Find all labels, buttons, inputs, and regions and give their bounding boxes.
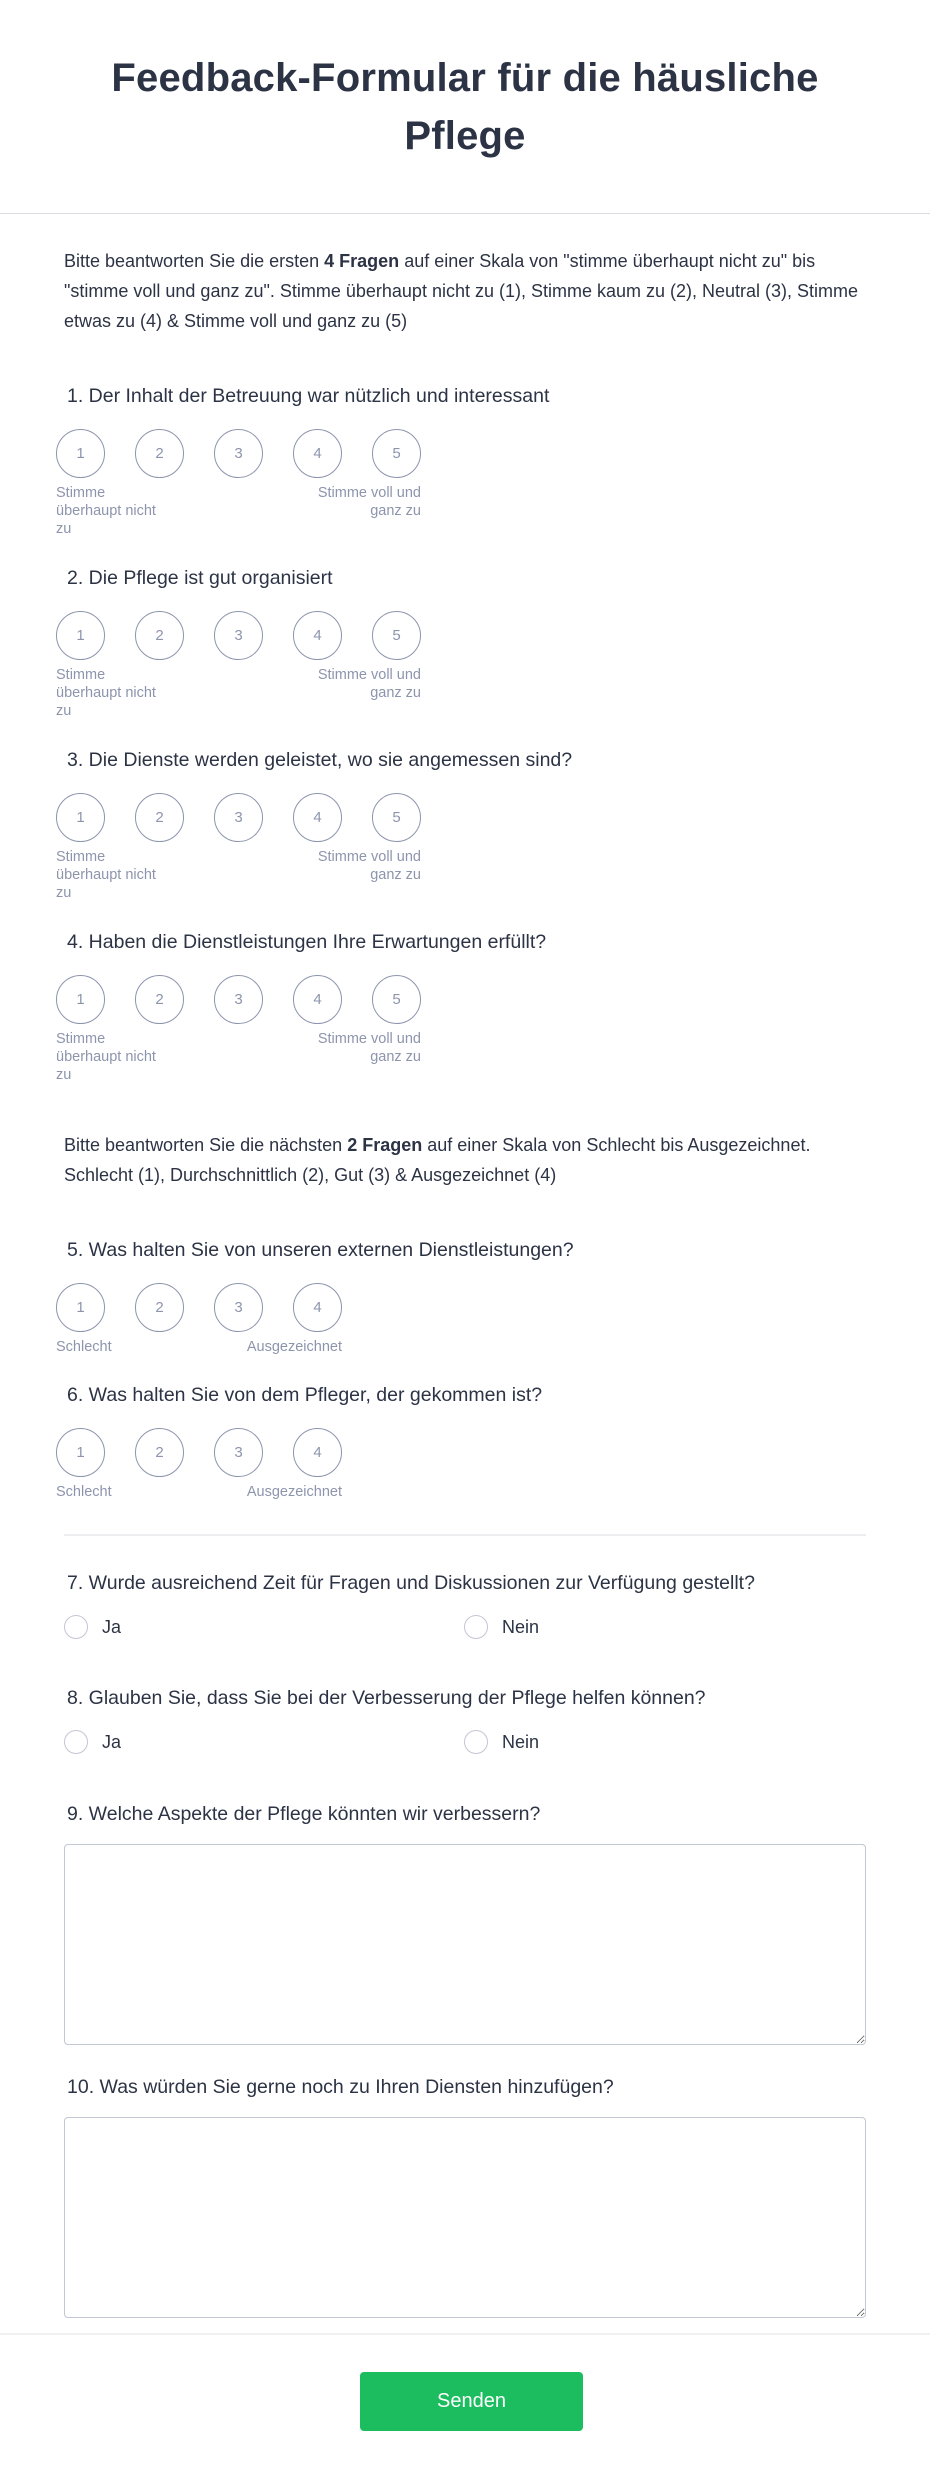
- scale-option-1[interactable]: 1: [56, 1283, 105, 1332]
- footer-divider: [0, 2333, 930, 2335]
- radio-option-ja[interactable]: [64, 1615, 121, 1639]
- question-5-scale: [56, 1283, 372, 1360]
- intro-text-part: auf einer Skala von "stimme überhaupt nicht zu" bis "stimme voll und ganz zu". Stimme überhaupt nicht zu (1), Stimme kaum zu (2), Neutral (3), Stimme etwas zu (4) & Stimme voll und ganz zu (5): [64, 251, 859, 331]
- submit-button[interactable]: Senden: [360, 2372, 583, 2431]
- question-9-label: 9. Welche Aspekte der Pflege könnten wir verbessern?: [67, 1803, 541, 1825]
- scale-low-label: Stimme überhaupt nicht zu: [56, 667, 156, 719]
- scale-option-4[interactable]: 4: [293, 611, 342, 660]
- scale-option-1[interactable]: 1: [56, 1428, 105, 1477]
- scale-option-2[interactable]: 2: [135, 975, 184, 1024]
- scale-option-3[interactable]: 3: [214, 975, 263, 1024]
- scale-option-2[interactable]: 2: [135, 1283, 184, 1332]
- question-7-label: 7. Wurde ausreichend Zeit für Fragen und Diskussionen zur Verfügung gestellt?: [67, 1572, 755, 1594]
- radio-option-ja[interactable]: [64, 1730, 121, 1754]
- question-10-textarea[interactable]: [64, 2117, 866, 2318]
- scale-high-label: Stimme voll und ganz zu: [317, 849, 421, 883]
- form-header: [0, 0, 930, 214]
- question-1-scale: [56, 429, 451, 540]
- intro-text-bold: 4 Fragen: [324, 251, 400, 271]
- scale-option-5[interactable]: 5: [372, 975, 421, 1024]
- intro-text-part: auf einer Skala von Schlecht bis Ausgezeichnet. Schlecht (1), Durchschnittlich (2), Gut (3) & Ausgezeichnet (4): [64, 1135, 811, 1185]
- radio-option-nein[interactable]: [464, 1730, 539, 1754]
- scale-low-label: Schlecht: [56, 1484, 112, 1500]
- question-1-label: 1. Der Inhalt der Betreuung war nützlich und interessant: [67, 385, 550, 407]
- scale-high-label: Stimme voll und ganz zu: [317, 485, 421, 519]
- scale-option-2[interactable]: 2: [135, 793, 184, 842]
- radio-option-nein[interactable]: [464, 1615, 539, 1639]
- scale-option-4[interactable]: 4: [293, 1428, 342, 1477]
- scale-high-label: Ausgezeichnet: [246, 1339, 342, 1355]
- intro-text-part: Bitte beantworten Sie die ersten: [64, 251, 325, 271]
- scale-option-1[interactable]: 1: [56, 975, 105, 1024]
- intro-text-bold: 2 Fragen: [347, 1135, 423, 1155]
- radio-option-label: Nein: [502, 1731, 540, 1752]
- intro-text-scale-5: [64, 246, 874, 336]
- scale-option-4[interactable]: 4: [293, 793, 342, 842]
- scale-option-2[interactable]: 2: [135, 611, 184, 660]
- scale-low-label: Schlecht: [56, 1339, 112, 1355]
- radio-option-label: Ja: [102, 1731, 122, 1752]
- radio-option-label: Nein: [502, 1616, 540, 1637]
- radio-circle-icon[interactable]: [464, 1615, 488, 1639]
- question-4-scale: [56, 975, 451, 1086]
- scale-option-1[interactable]: 1: [56, 429, 105, 478]
- scale-option-4[interactable]: 4: [293, 429, 342, 478]
- question-3-scale: [56, 793, 451, 904]
- scale-option-5[interactable]: 5: [372, 429, 421, 478]
- scale-option-1[interactable]: 1: [56, 793, 105, 842]
- form-title: Feedback-Formular für die häusliche Pflege: [111, 55, 819, 158]
- scale-option-5[interactable]: 5: [372, 611, 421, 660]
- radio-circle-icon[interactable]: [464, 1730, 488, 1754]
- scale-low-label: Stimme überhaupt nicht zu: [56, 1031, 156, 1083]
- question-6-label: 6. Was halten Sie von dem Pfleger, der gekommen ist?: [67, 1384, 543, 1406]
- question-9-textarea[interactable]: [64, 1844, 866, 2045]
- question-6-scale: [56, 1428, 372, 1505]
- question-7-options: [64, 1615, 866, 1639]
- question-10-label: 10. Was würden Sie gerne noch zu Ihren Diensten hinzufügen?: [67, 2076, 614, 2098]
- question-2-scale: [56, 611, 451, 722]
- radio-circle-icon[interactable]: [64, 1730, 88, 1754]
- scale-low-label: Stimme überhaupt nicht zu: [56, 485, 156, 537]
- scale-option-3[interactable]: 3: [214, 1428, 263, 1477]
- question-2-label: 2. Die Pflege ist gut organisiert: [67, 567, 333, 589]
- scale-option-4[interactable]: 4: [293, 975, 342, 1024]
- intro-text-part: Bitte beantworten Sie die nächsten: [64, 1135, 348, 1155]
- question-8-options: [64, 1730, 866, 1754]
- scale-high-label: Stimme voll und ganz zu: [317, 1031, 421, 1065]
- scale-option-3[interactable]: 3: [214, 611, 263, 660]
- scale-option-2[interactable]: 2: [135, 1428, 184, 1477]
- scale-option-1[interactable]: 1: [56, 611, 105, 660]
- scale-option-3[interactable]: 3: [214, 1283, 263, 1332]
- question-3-label: 3. Die Dienste werden geleistet, wo sie angemessen sind?: [67, 749, 573, 771]
- scale-high-label: Stimme voll und ganz zu: [317, 667, 421, 701]
- question-8-label: 8. Glauben Sie, dass Sie bei der Verbesserung der Pflege helfen können?: [67, 1687, 706, 1709]
- scale-option-2[interactable]: 2: [135, 429, 184, 478]
- scale-option-3[interactable]: 3: [214, 429, 263, 478]
- radio-circle-icon[interactable]: [64, 1615, 88, 1639]
- question-4-label: 4. Haben die Dienstleistungen Ihre Erwartungen erfüllt?: [67, 931, 547, 953]
- intro-text-scale-4: [64, 1130, 874, 1190]
- scale-option-3[interactable]: 3: [214, 793, 263, 842]
- question-5-label: 5. Was halten Sie von unseren externen Dienstleistungen?: [67, 1239, 574, 1261]
- radio-option-label: Ja: [102, 1616, 122, 1637]
- section-divider: [64, 1534, 866, 1536]
- scale-high-label: Ausgezeichnet: [246, 1484, 342, 1500]
- scale-option-4[interactable]: 4: [293, 1283, 342, 1332]
- scale-low-label: Stimme überhaupt nicht zu: [56, 849, 156, 901]
- scale-option-5[interactable]: 5: [372, 793, 421, 842]
